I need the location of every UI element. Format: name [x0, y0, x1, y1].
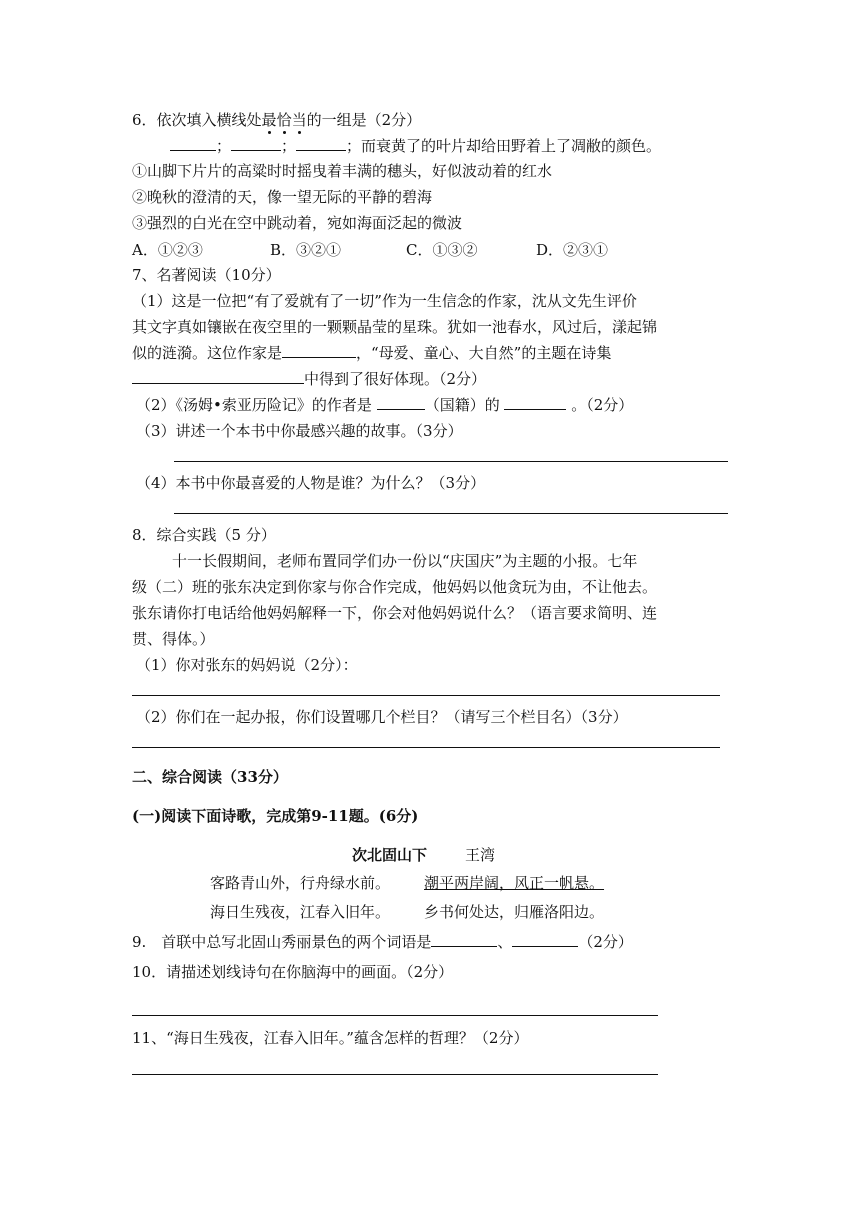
poem-line-1a: 客路青山外，行舟绿水前。: [210, 874, 391, 892]
q6-option-b[interactable]: B．③②①: [270, 241, 342, 259]
poem-author: 王湾: [465, 846, 496, 864]
poem-line-1: [210, 873, 604, 893]
q8-p1-answer-line[interactable]: [132, 695, 720, 696]
emphasis-char: 恰: [276, 111, 292, 129]
q9-score: （2分）: [578, 933, 633, 951]
poem-line-2a: 海日生残夜，江春入旧年。: [210, 903, 391, 921]
q9-blank-1[interactable]: [431, 932, 497, 947]
emphasis-char: 当: [291, 111, 307, 129]
q11: 11、“海日生残夜，江春入旧年。”蕴含怎样的哲理？（2分）: [132, 1029, 529, 1047]
q8-body-line1: 十一长假期间，老师布置同学们办一份以“庆国庆”为主题的小报。七年: [172, 552, 638, 570]
q10-answer-line[interactable]: [132, 1015, 658, 1016]
q8-body-line3: 张东请你打电话给他妈妈解释一下，你会对他妈妈说什么？（语言要求简明、连: [132, 604, 658, 622]
q7-p4-answer-line[interactable]: [174, 513, 728, 514]
q9-blank-2[interactable]: [512, 932, 578, 947]
q7-p1-line3: [132, 343, 611, 363]
q7-p1-line1: （1）这是一位把“有了爱就有了一切”作为一生信念的作家，沈从文先生评价: [132, 292, 637, 310]
q7-p1-line4: [132, 369, 486, 389]
q7-p3-answer-line[interactable]: [174, 461, 728, 462]
q7-title: 7、名著阅读（10分）: [132, 266, 281, 284]
poem-title: 次北固山下: [352, 846, 428, 864]
q6-title-part1: 6．依次填入横线处: [132, 111, 262, 129]
q7-p1-line4-text: 中得到了很好体现。（2分）: [304, 370, 487, 388]
q9-sep: 、: [497, 933, 513, 951]
q7-p1-line2: 其文字真如镶嵌在夜空里的一颗颗晶莹的星珠。犹如一池春水，风过后，漾起锦: [132, 318, 658, 336]
q7-p1-line3-b: ，“母爱、童心、大自然”的主题在诗集: [356, 344, 612, 362]
q8-p1: （1）你对张东的妈妈说（2分）：: [136, 656, 358, 674]
q6-sep: ；: [281, 137, 297, 155]
q6-sep: ；: [346, 137, 362, 155]
poem-line-2b: 乡书何处达，归雁洛阳边。: [424, 903, 605, 921]
q7-p2: [136, 395, 633, 415]
q6-blank-1[interactable]: [170, 136, 216, 151]
q6-item-1: ①山脚下片片的高粱时时摇曳着丰满的穗头，好似波动着的红水: [132, 162, 553, 180]
q6-title: [132, 110, 421, 130]
emphasis-char: 最: [261, 111, 277, 129]
poem-heading: [352, 845, 495, 865]
q9-text: 9. 首联中总写北固山秀丽景色的两个词语是: [132, 933, 432, 951]
q6-option-a[interactable]: A．①②③: [132, 241, 203, 259]
q7-p1-line3-a: 似的涟漪。这位作家是: [132, 344, 283, 362]
q6-stem: [170, 136, 661, 156]
q8-p2-answer-line[interactable]: [132, 747, 720, 748]
q7-p2-a: （2）《汤姆•索亚历险记》的作者是: [136, 396, 372, 414]
q8-body-line4: 贯、得体。）: [132, 630, 215, 648]
q6-title-emphasis: [262, 111, 307, 129]
q8-body-line2: 级（二）班的张东决定到你家与你合作完成，他妈妈以他贪玩为由，不让他去。: [132, 578, 658, 596]
section-2-title: 二、综合阅读（33分）: [132, 768, 288, 786]
q7-p4: （4）本书中你最喜爱的人物是谁？为什么？（3分）: [136, 474, 486, 492]
q8-p2: （2）你们在一起办报，你们设置哪几个栏目？（请写三个栏目名）（3分）: [136, 708, 628, 726]
q7-p2-b: （国籍）的: [424, 396, 500, 414]
poem-line-2: [210, 902, 604, 922]
q6-sep: ；: [216, 137, 232, 155]
q7-nationality-blank[interactable]: [377, 395, 425, 410]
q11-answer-line[interactable]: [132, 1074, 658, 1075]
q6-blank-3[interactable]: [296, 136, 346, 151]
q7-author-blank[interactable]: [282, 343, 356, 358]
q8-title: 8．综合实践（5 分）: [132, 526, 276, 544]
q7-writer-blank[interactable]: [504, 395, 566, 410]
poem-line-1b-underlined: 潮平两岸阔，风正一帆悬。: [424, 874, 605, 892]
q7-p3: （3）讲述一个本书中你最感兴趣的故事。（3分）: [136, 422, 463, 440]
q6-option-c[interactable]: C．①③②: [406, 241, 478, 259]
q9: [132, 932, 633, 952]
q7-p2-c: 。（2分）: [571, 396, 634, 414]
q6-item-3: ③强烈的白光在空中跳动着，宛如海面泛起的微波: [132, 214, 463, 232]
q7-poetry-blank[interactable]: [132, 369, 304, 384]
section-2-sub1: (一)阅读下面诗歌，完成第9-11题。(6分): [132, 807, 419, 825]
q6-option-d[interactable]: D．②③①: [536, 241, 609, 259]
q6-stem-tail: 而衰黄了的叶片却给田野着上了凋敝的颜色。: [361, 137, 662, 155]
q10: 10．请描述划线诗句在你脑海中的画面。（2分）: [132, 963, 454, 981]
q6-title-part2: 的一组是（2分）: [306, 111, 422, 129]
q6-blank-2[interactable]: [231, 136, 281, 151]
q6-item-2: ②晚秋的澄清的天，像一望无际的平静的碧海: [132, 188, 433, 206]
